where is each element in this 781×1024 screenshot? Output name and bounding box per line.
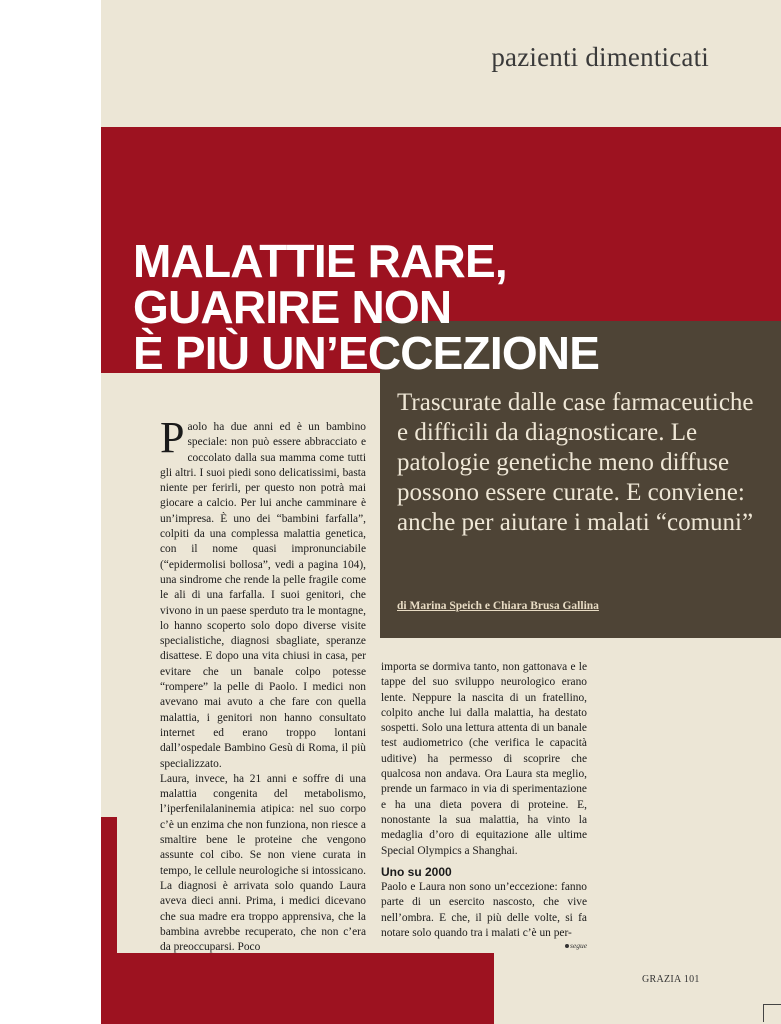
headline-line: MALATTIE RARE, bbox=[133, 235, 507, 287]
continues-marker bbox=[565, 941, 587, 950]
paragraph: Laura, invece, ha 21 anni e soffre di una malattia congenita del metabolismo, l’iperfenilalaninemia atipica: nel suo corpo c’è un enzima che non funziona, non riesce a smaltire bene le proteine che vengono assunte col cibo. Se non viene curata in tempo, le cellule neurologiche si intossicano. La diagnosi è arrivata solo quando Laura aveva dieci anni. Prima, i medici dicevano che sua madre era troppo apprensiva, che la bambina avrebbe recuperato, che non c’era da preoccuparsi. Poco bbox=[160, 772, 366, 954]
standfirst: Trascurate dalle case farmaceutiche e difficili da diagnosticare. Le patologie genetiche meno diffuse possono essere curate. E conviene: anche per aiutare i malati “comuni” bbox=[397, 389, 754, 536]
headline-line: GUARIRE NON bbox=[133, 281, 452, 333]
headline bbox=[133, 235, 600, 379]
headline-line: È PIÙ UN’ECCEZIONE bbox=[133, 327, 600, 379]
decorative-bottom-block bbox=[101, 953, 494, 1024]
drop-cap: P bbox=[160, 413, 185, 462]
section-label: pazienti dimenticati bbox=[491, 42, 709, 72]
paragraph: importa se dormiva tanto, non gattonava e le tappe del suo sviluppo neurologico erano lente. Neppure la nascita di un fratellino, colpito anche lui dalla malattia, ha destato sospetti. Solo una lettura attenta di un banale test audiometrico (che verifica le capacità uditive) ha permesso di scoprire che qualcosa non andava. Ora Laura sta meglio, prende un farmaco in via di sperimentazione e ha una dieta povera di proteine. E, nonostante la sua malattia, ha vinto la medaglia d’oro di equitazione alle ultime Special Olympics a Shanghai. bbox=[381, 661, 587, 857]
paragraph: Paolo e Laura non sono un’eccezione: fanno parte di un esercito nascosto, che vive nell’ombra. E che, il più delle volte, si fa notare solo quando tra i malati c’è un per- bbox=[381, 881, 587, 940]
decorative-strip bbox=[101, 817, 117, 954]
crop-mark bbox=[763, 1004, 764, 1022]
article-column-1 bbox=[160, 413, 366, 955]
article-column-2 bbox=[381, 660, 587, 941]
subheading: Uno su 2000 bbox=[381, 864, 452, 879]
page-folio: GRAZIA 101 bbox=[642, 974, 700, 985]
paragraph bbox=[160, 413, 366, 772]
byline: di Marina Speich e Chiara Brusa Gallina bbox=[397, 600, 599, 612]
paragraph-text: aolo ha due anni ed è un bambino speciale: non può essere abbracciato e coccolato dalla sua mamma come tutti gli altri. I suoi piedi sono delicatissimi, basta niente per ferirli, per questo non potrà mai giocare a calcio. Per lui anche camminare è un’impresa. È uno dei “bambini farfalla”, colpiti da una complessa malattia genetica, con il nome quasi impronunciabile (“epidermolisi bollosa”, vedi a pagina 104), una sindrome che rende la pelle fragile come le ali di una farfalla. I suoi genitori, che vivono in un paese sperduto tra le montagne, lo hanno scoperto solo dopo diverse visite specialistiche, diagnosi sbagliate, speranze disattese. E dopo una vita chiusi in casa, per evitare che un banale colpo potesse “rompere” la pelle di Paolo. I medici non avevano mai avuto a che fare con quella malattia, i genitori non hanno consultato internet ed erano troppo lontani dall’ospedale Bambino Gesù di Roma, il più specializzato. bbox=[160, 421, 366, 770]
bullet-icon bbox=[565, 944, 569, 948]
crop-mark bbox=[763, 1004, 781, 1005]
continues-label: segue bbox=[570, 941, 588, 950]
